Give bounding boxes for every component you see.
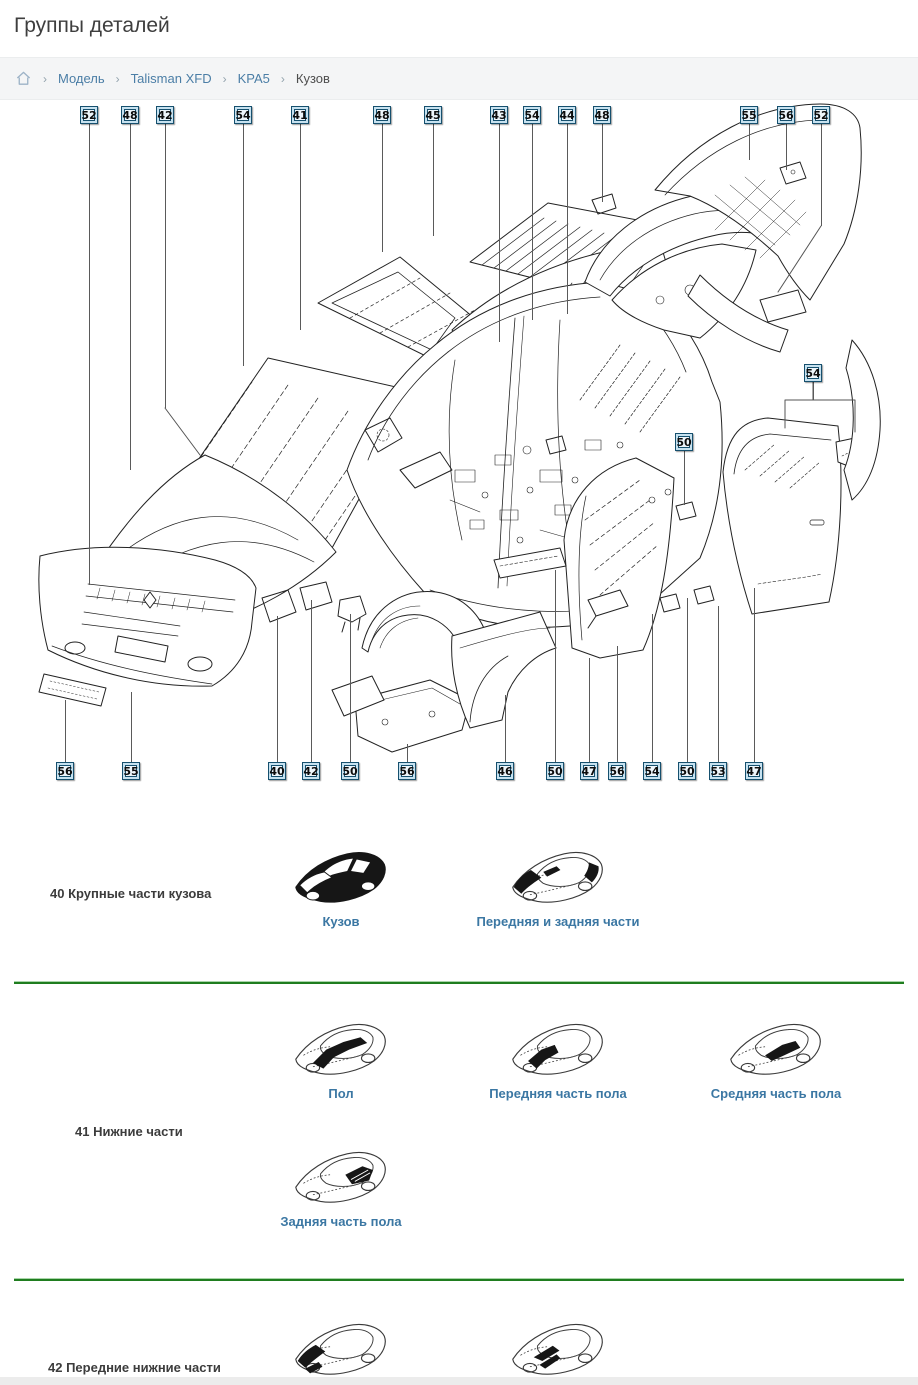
part-group-item (656, 1002, 896, 1101)
part-group-item (438, 830, 678, 929)
part-number-label[interactable]: 50 (341, 762, 359, 780)
breadcrumb-current: Кузов (295, 71, 330, 86)
car-middle-floor-icon[interactable] (719, 1002, 834, 1082)
section-divider (14, 1278, 904, 1281)
leader-line (718, 606, 719, 762)
part-number-label[interactable]: 52 (812, 106, 830, 124)
leader-line (407, 744, 408, 762)
part-number-label[interactable]: 47 (580, 762, 598, 780)
part-number-label[interactable]: 54 (234, 106, 252, 124)
part-number-label[interactable]: 54 (804, 364, 822, 382)
leader-line (652, 614, 653, 762)
leader-line (311, 600, 312, 762)
leader-line (382, 124, 383, 252)
leader-line (617, 646, 618, 762)
footer-strip (0, 1377, 918, 1385)
part-number-label[interactable]: 50 (675, 433, 693, 451)
leader-line (684, 451, 685, 505)
leader-line (131, 692, 132, 762)
part-number-label[interactable]: 48 (373, 106, 391, 124)
part-group-link[interactable]: Пол (328, 1086, 354, 1101)
car-floor-icon[interactable] (284, 1002, 399, 1082)
part-group-item (438, 1302, 678, 1382)
part-number-label[interactable]: 42 (302, 762, 320, 780)
part-number-label[interactable]: 40 (268, 762, 286, 780)
leader-line (749, 124, 750, 160)
leader-line (130, 124, 131, 470)
leader-line (243, 124, 244, 366)
part-number-label[interactable]: 41 (291, 106, 309, 124)
part-number-label[interactable]: 45 (424, 106, 442, 124)
part-number-label[interactable]: 55 (740, 106, 758, 124)
breadcrumb-link-model[interactable]: Модель (58, 71, 105, 86)
leader-line (555, 570, 556, 762)
part-number-label[interactable]: 55 (122, 762, 140, 780)
leader-line (532, 124, 533, 320)
part-number-label[interactable]: 48 (121, 106, 139, 124)
section-title: 41 Нижние части (75, 1124, 183, 1139)
part-number-label[interactable]: 44 (558, 106, 576, 124)
page-title: Группы деталей (14, 14, 170, 37)
leader-line (602, 124, 603, 202)
breadcrumb-separator: › (115, 71, 120, 86)
breadcrumb-link-kpa5[interactable]: KPA5 (237, 71, 270, 86)
part-number-label[interactable]: 54 (643, 762, 661, 780)
breadcrumb-separator: › (43, 71, 47, 86)
leader-line (821, 124, 822, 226)
leader-line (754, 588, 755, 762)
part-number-label[interactable]: 47 (745, 762, 763, 780)
leader-line (687, 598, 688, 762)
part-number-label[interactable]: 56 (398, 762, 416, 780)
section-title: 40 Крупные части кузова (50, 886, 212, 901)
part-group-link[interactable]: Кузов (322, 914, 360, 929)
part-number-label[interactable]: 46 (496, 762, 514, 780)
part-group-item (438, 1002, 678, 1101)
car-front-floor-icon[interactable] (501, 1002, 616, 1082)
parts-exploded-diagram (0, 100, 918, 780)
part-group-link[interactable]: Передняя и задняя части (476, 914, 640, 929)
breadcrumb-separator: › (222, 71, 227, 86)
part-group-link[interactable]: Передняя часть пола (489, 1086, 627, 1101)
leader-line (499, 124, 500, 342)
leader-line (277, 616, 278, 762)
part-number-label[interactable]: 50 (678, 762, 696, 780)
car-rear-floor-icon[interactable] (284, 1130, 399, 1210)
part-number-label[interactable]: 56 (608, 762, 626, 780)
leader-line (350, 614, 351, 762)
part-number-label[interactable]: 50 (546, 762, 564, 780)
part-number-label[interactable]: 48 (593, 106, 611, 124)
leader-line (89, 124, 90, 585)
leader-line (567, 124, 568, 314)
leader-line (65, 700, 66, 762)
part-number-label[interactable]: 56 (56, 762, 74, 780)
part-group-item (261, 1002, 421, 1101)
car-front-lower-panel-icon[interactable] (284, 1302, 399, 1382)
breadcrumb-separator: › (280, 71, 285, 86)
part-number-label[interactable]: 42 (156, 106, 174, 124)
part-number-label[interactable]: 54 (523, 106, 541, 124)
part-group-link[interactable]: Задняя часть пола (280, 1214, 402, 1229)
leader-line (300, 124, 301, 330)
car-front-rear-parts-icon[interactable] (501, 830, 616, 910)
part-number-label[interactable]: 43 (490, 106, 508, 124)
car-body-icon[interactable] (284, 830, 399, 910)
leader-line (433, 124, 434, 236)
leader-line (165, 124, 166, 408)
part-group-link[interactable]: Средняя часть пола (710, 1086, 842, 1101)
part-group-item (261, 1302, 421, 1382)
part-number-label[interactable]: 52 (80, 106, 98, 124)
breadcrumb-link-talisman-xfd[interactable]: Talisman XFD (130, 71, 212, 86)
part-group-item (261, 830, 421, 929)
leader-line (786, 124, 787, 170)
part-number-label[interactable]: 56 (777, 106, 795, 124)
leader-line (813, 382, 814, 400)
leader-line (589, 658, 590, 762)
section-title: 42 Передние нижние части (48, 1360, 221, 1375)
part-number-label[interactable]: 53 (709, 762, 727, 780)
car-front-bulkhead-icon[interactable] (501, 1302, 616, 1382)
part-group-item (261, 1130, 421, 1229)
section-divider (14, 981, 904, 984)
leader-line (505, 695, 506, 762)
